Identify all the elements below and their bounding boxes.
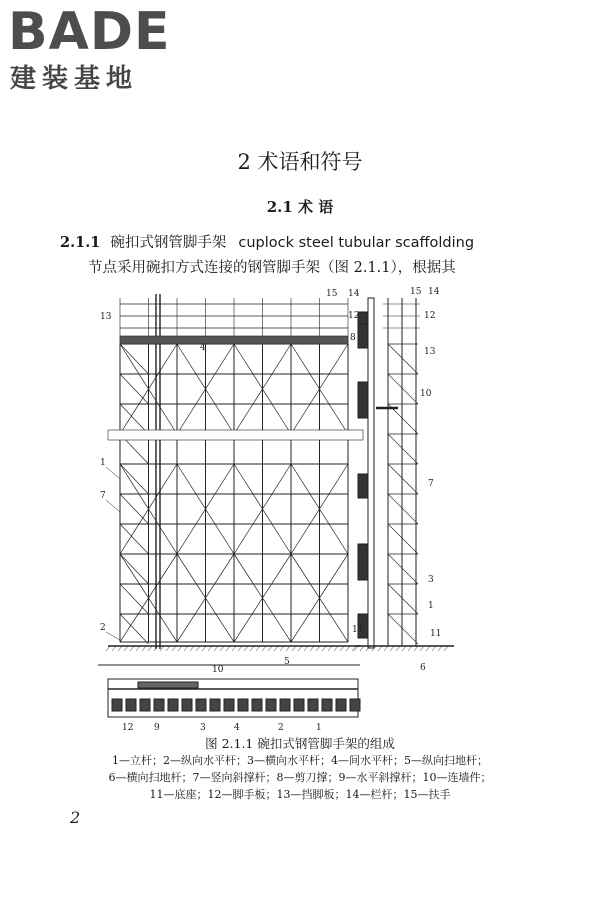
ground-hatch: [232, 646, 236, 651]
elevation-view: [106, 294, 363, 651]
callout-label: 1: [316, 723, 322, 733]
callout-label: 12: [122, 723, 134, 733]
section-diagonal: [388, 584, 418, 614]
term-heading: [60, 231, 474, 252]
callout-label: 12: [424, 311, 436, 321]
ground-hatch: [124, 646, 128, 651]
callout-label: 5: [284, 657, 290, 667]
ground-hatch: [316, 646, 320, 651]
ground-hatch: [262, 646, 266, 651]
ground-hatch: [292, 646, 296, 651]
figure-caption: 图 2.1.1 碗扣式钢管脚手架的组成: [205, 736, 395, 751]
ground-hatch: [196, 646, 200, 651]
plan-board-block: [308, 699, 318, 711]
figure-legend: [0, 752, 600, 803]
callout-label: 8: [350, 333, 356, 343]
section-diagonal: [388, 374, 418, 404]
vertical-diagonal-brace: [120, 554, 149, 584]
ground-hatch: [256, 646, 260, 651]
ground-hatch: [118, 646, 122, 651]
wall-tie-block: [358, 544, 368, 580]
ground-hatch: [142, 646, 146, 651]
ground-hatch: [432, 646, 436, 651]
ground-hatch: [340, 646, 344, 651]
ground-hatch: [280, 646, 284, 651]
callout-label: 2: [100, 623, 106, 633]
plan-board-block: [140, 699, 150, 711]
legend-line: 1—立杆；2—纵向水平杆；3—横向水平杆；4—间水平杆；5—纵向扫地杆；: [112, 754, 488, 767]
ground-hatch: [166, 646, 170, 651]
wall-tie-block: [358, 324, 368, 348]
plan-board-block: [266, 699, 276, 711]
callout-label: 4: [234, 723, 240, 733]
callout-label: 7: [100, 491, 106, 501]
ground-hatch: [268, 646, 272, 651]
ground-hatch: [414, 646, 418, 651]
section-diagonal: [388, 614, 418, 644]
ground-hatch: [304, 646, 308, 651]
ground-hatch: [310, 646, 314, 651]
vertical-diagonal-brace: [120, 374, 149, 404]
leader-line: [106, 632, 120, 640]
callout-label: 2: [278, 723, 284, 733]
callout-label: 13: [100, 312, 112, 322]
ground-hatch: [298, 646, 302, 651]
ground-hatch: [408, 646, 412, 651]
plan-view: [98, 665, 360, 717]
wall: [368, 298, 374, 648]
ground-hatch: [226, 646, 230, 651]
legend-line: 11—底座；12—脚手板；13—挡脚板；14—栏杆；15—扶手: [149, 788, 451, 801]
ground-hatch: [328, 646, 332, 651]
ground-hatch: [286, 646, 290, 651]
vertical-diagonal-brace: [120, 524, 149, 554]
callout-label: 11: [430, 629, 442, 639]
page-number: 2: [70, 808, 81, 827]
callout-label: 15: [410, 287, 422, 297]
body-paragraph: 节点采用碗扣方式连接的钢管脚手架（图 2.1.1），根据其: [88, 260, 456, 276]
section-diagonal: [388, 434, 418, 464]
callout-label: 3: [200, 723, 206, 733]
plan-board-block: [210, 699, 220, 711]
plan-board-block: [350, 699, 360, 711]
kick-board: [120, 336, 348, 344]
term-name-en: cuplock steel tubular scaffolding: [238, 235, 475, 251]
ground-hatch: [178, 646, 182, 651]
ground-hatch: [390, 646, 394, 651]
ground-hatch: [202, 646, 206, 651]
section-title: 2.1 术 语: [266, 198, 334, 216]
vertical-diagonal-brace: [120, 344, 149, 374]
plan-board-block: [252, 699, 262, 711]
vertical-diagonal-brace: [120, 614, 149, 644]
plan-board-block: [182, 699, 192, 711]
callout-label: 10: [212, 665, 224, 675]
callout-label: 6: [420, 663, 426, 673]
callout-label: 3: [428, 575, 434, 585]
ground-hatch: [354, 646, 358, 651]
ground-hatch: [190, 646, 194, 651]
ground-hatch: [244, 646, 248, 651]
term-number: 2.1.1: [60, 234, 101, 251]
ground-hatch: [274, 646, 278, 651]
leader-line: [106, 500, 120, 512]
callout-label: 1: [100, 458, 106, 468]
plan-board-block: [294, 699, 304, 711]
legend-line: 6—横向扫地杆；7—竖向斜撑杆；8—剪刀撑；9—水平斜撑杆；10—连墙件；: [108, 771, 492, 784]
bade-logo: [8, 2, 178, 96]
chapter-title: 2 术语和符号: [237, 150, 363, 174]
ground-hatch: [220, 646, 224, 651]
ground-hatch: [238, 646, 242, 651]
callout-label: 9: [154, 723, 160, 733]
ground-hatch: [112, 646, 116, 651]
callout-label: 14: [348, 289, 360, 299]
section-diagonal: [388, 524, 418, 554]
plan-board-block: [168, 699, 178, 711]
ground-hatch: [396, 646, 400, 651]
plan-board-block: [126, 699, 136, 711]
callout-label: 1: [428, 601, 434, 611]
vertical-diagonal-brace: [120, 584, 149, 614]
callout-label: 15: [326, 289, 338, 299]
ground-hatch: [360, 646, 364, 651]
ground-hatch: [352, 646, 356, 651]
callout-label: 14: [428, 287, 440, 297]
logo-subtitle: 建装基地: [10, 64, 139, 94]
scaffold-figure: [98, 284, 454, 734]
callout-label: 4: [200, 343, 206, 353]
ground-hatch: [322, 646, 326, 651]
ground-hatch: [378, 646, 382, 651]
plan-board-block: [154, 699, 164, 711]
ground-hatch: [402, 646, 406, 651]
ground-hatch: [208, 646, 212, 651]
term-name-cn: 碗扣式钢管脚手架: [110, 235, 227, 251]
ground-hatch: [172, 646, 176, 651]
plan-tie: [138, 682, 198, 688]
plan-board-block: [224, 699, 234, 711]
callout-label: 12: [348, 311, 360, 321]
logo-wordmark: BADE: [8, 2, 171, 62]
callout-label: 10: [420, 389, 432, 399]
plan-board-block: [196, 699, 206, 711]
plan-board-block: [112, 699, 122, 711]
plan-board-block: [336, 699, 346, 711]
ground-hatch: [346, 646, 350, 651]
ground-hatch: [426, 646, 430, 651]
break-band: [108, 430, 363, 440]
vertical-diagonal-brace: [120, 494, 149, 524]
ground-hatch: [334, 646, 338, 651]
plan-board-block: [322, 699, 332, 711]
callout-label: 13: [424, 347, 436, 357]
ground-hatch: [106, 646, 110, 651]
vertical-diagonal-brace: [120, 464, 149, 494]
wall-tie-block: [358, 474, 368, 498]
plan-board-block: [280, 699, 290, 711]
ground-hatch: [438, 646, 442, 651]
callout-label: 7: [428, 479, 434, 489]
wall-tie-block: [358, 382, 368, 418]
section-diagonal: [388, 344, 418, 374]
section-view: [354, 298, 454, 651]
ground-hatch: [130, 646, 134, 651]
section-diagonal: [388, 494, 418, 524]
ground-hatch: [148, 646, 152, 651]
ground-hatch: [384, 646, 388, 651]
leader-line: [106, 467, 120, 479]
ground-hatch: [420, 646, 424, 651]
callout-labels: [100, 287, 441, 733]
ground-hatch: [444, 646, 448, 651]
ground-hatch: [250, 646, 254, 651]
section-diagonal: [388, 464, 418, 494]
vertical-diagonal-brace: [120, 404, 149, 434]
ground-hatch: [136, 646, 140, 651]
ground-hatch: [184, 646, 188, 651]
ground-hatch: [214, 646, 218, 651]
section-diagonal: [388, 554, 418, 584]
plan-board-block: [238, 699, 248, 711]
callout-label: 11: [352, 625, 364, 635]
